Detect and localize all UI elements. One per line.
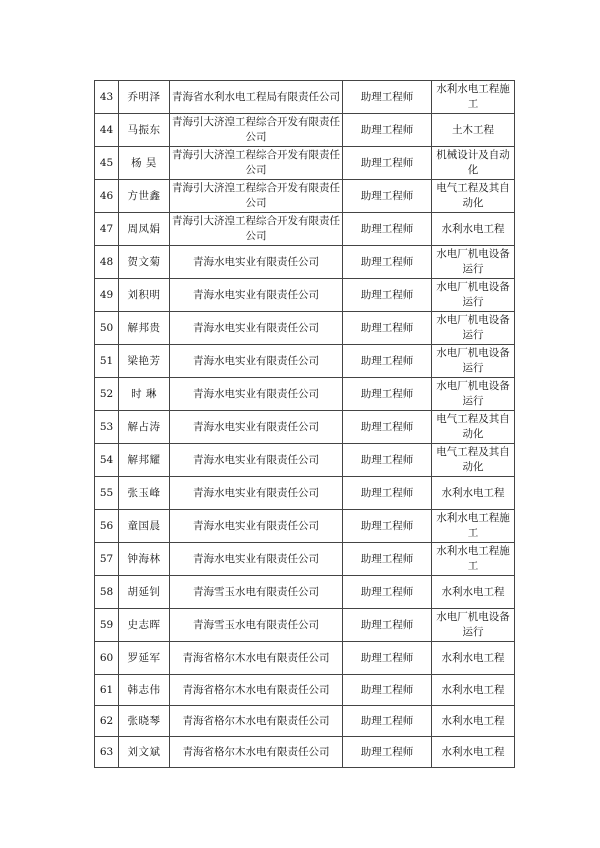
organization-cell: 青海水电实业有限责任公司 [170,543,343,576]
row-number-cell: 56 [95,510,119,543]
table-row [95,737,515,768]
table-row [95,642,515,675]
person-name-cell: 杨 昊 [119,147,170,180]
row-number-cell: 63 [95,737,119,768]
person-name-cell: 解邦贵 [119,312,170,345]
specialty-cell: 水电厂机电设备运行 [432,345,515,378]
specialty-cell: 水利水电工程 [432,737,515,768]
table-row [95,477,515,510]
table-row [95,312,515,345]
person-name-cell: 童国晨 [119,510,170,543]
table-row [95,543,515,576]
row-number-cell: 61 [95,675,119,706]
table-row [95,706,515,737]
specialty-cell: 水电厂机电设备运行 [432,312,515,345]
row-number-cell: 52 [95,378,119,411]
organization-cell: 青海雪玉水电有限责任公司 [170,576,343,609]
row-number-cell: 43 [95,81,119,114]
table-row [95,378,515,411]
row-number-cell: 48 [95,246,119,279]
specialty-cell: 水利水电工程 [432,706,515,737]
job-title-cell: 助理工程师 [343,81,432,114]
job-title-cell: 助理工程师 [343,706,432,737]
person-name-cell: 张晓琴 [119,706,170,737]
row-number-cell: 49 [95,279,119,312]
person-name-cell: 贺文菊 [119,246,170,279]
person-name-cell: 周凤娟 [119,213,170,246]
person-name-cell: 乔明泽 [119,81,170,114]
person-name-cell: 解邦耀 [119,444,170,477]
row-number-cell: 51 [95,345,119,378]
specialty-cell: 水利水电工程 [432,576,515,609]
organization-cell: 青海水电实业有限责任公司 [170,246,343,279]
person-name-cell: 张玉峰 [119,477,170,510]
job-title-cell: 助理工程师 [343,180,432,213]
row-number-cell: 55 [95,477,119,510]
row-number-cell: 50 [95,312,119,345]
job-title-cell: 助理工程师 [343,576,432,609]
organization-cell: 青海水电实业有限责任公司 [170,444,343,477]
job-title-cell: 助理工程师 [343,246,432,279]
specialty-cell: 水利水电工程 [432,477,515,510]
table-body [95,81,515,768]
specialty-cell: 水电厂机电设备运行 [432,279,515,312]
table-row [95,213,515,246]
organization-cell: 青海省格尔木水电有限责任公司 [170,675,343,706]
table-row [95,81,515,114]
table-row [95,444,515,477]
person-name-cell: 方世鑫 [119,180,170,213]
row-number-cell: 45 [95,147,119,180]
job-title-cell: 助理工程师 [343,411,432,444]
specialty-cell: 土木工程 [432,114,515,147]
job-title-cell: 助理工程师 [343,609,432,642]
person-name-cell: 胡延钊 [119,576,170,609]
specialty-cell: 水利水电工程施工 [432,510,515,543]
specialty-cell: 机械设计及自动化 [432,147,515,180]
row-number-cell: 47 [95,213,119,246]
job-title-cell: 助理工程师 [343,114,432,147]
organization-cell: 青海引大济湟工程综合开发有限责任公司 [170,114,343,147]
organization-cell: 青海水电实业有限责任公司 [170,411,343,444]
job-title-cell: 助理工程师 [343,543,432,576]
organization-cell: 青海水电实业有限责任公司 [170,510,343,543]
job-title-cell: 助理工程师 [343,510,432,543]
organization-cell: 青海省格尔木水电有限责任公司 [170,737,343,768]
row-number-cell: 46 [95,180,119,213]
person-name-cell: 解占涛 [119,411,170,444]
table-row [95,147,515,180]
job-title-cell: 助理工程师 [343,477,432,510]
job-title-cell: 助理工程师 [343,444,432,477]
person-name-cell: 梁艳芳 [119,345,170,378]
specialty-cell: 电气工程及其自动化 [432,180,515,213]
table-row [95,576,515,609]
person-name-cell: 马振东 [119,114,170,147]
person-name-cell: 史志晖 [119,609,170,642]
organization-cell: 青海引大济湟工程综合开发有限责任公司 [170,213,343,246]
row-number-cell: 44 [95,114,119,147]
specialty-cell: 水电厂机电设备运行 [432,378,515,411]
row-number-cell: 59 [95,609,119,642]
table-row [95,279,515,312]
job-title-cell: 助理工程师 [343,345,432,378]
job-title-cell: 助理工程师 [343,213,432,246]
organization-cell: 青海省格尔木水电有限责任公司 [170,642,343,675]
row-number-cell: 62 [95,706,119,737]
specialty-cell: 水利水电工程施工 [432,543,515,576]
organization-cell: 青海水电实业有限责任公司 [170,378,343,411]
table-row [95,114,515,147]
specialty-cell: 水利水电工程施工 [432,81,515,114]
specialty-cell: 水电厂机电设备运行 [432,246,515,279]
person-name-cell: 韩志伟 [119,675,170,706]
person-name-cell: 刘文斌 [119,737,170,768]
row-number-cell: 58 [95,576,119,609]
organization-cell: 青海省格尔木水电有限责任公司 [170,706,343,737]
table-row [95,345,515,378]
specialty-cell: 电气工程及其自动化 [432,444,515,477]
organization-cell: 青海雪玉水电有限责任公司 [170,609,343,642]
job-title-cell: 助理工程师 [343,737,432,768]
job-title-cell: 助理工程师 [343,147,432,180]
table-row [95,609,515,642]
personnel-table [94,80,515,768]
job-title-cell: 助理工程师 [343,378,432,411]
specialty-cell: 水利水电工程 [432,675,515,706]
table-row [95,510,515,543]
organization-cell: 青海省水利水电工程局有限责任公司 [170,81,343,114]
specialty-cell: 水利水电工程 [432,213,515,246]
organization-cell: 青海引大济湟工程综合开发有限责任公司 [170,147,343,180]
row-number-cell: 53 [95,411,119,444]
specialty-cell: 电气工程及其自动化 [432,411,515,444]
table-row [95,411,515,444]
job-title-cell: 助理工程师 [343,279,432,312]
job-title-cell: 助理工程师 [343,642,432,675]
table-row [95,180,515,213]
specialty-cell: 水利水电工程 [432,642,515,675]
job-title-cell: 助理工程师 [343,312,432,345]
person-name-cell: 时 琳 [119,378,170,411]
organization-cell: 青海引大济湟工程综合开发有限责任公司 [170,180,343,213]
organization-cell: 青海水电实业有限责任公司 [170,477,343,510]
organization-cell: 青海水电实业有限责任公司 [170,345,343,378]
person-name-cell: 刘积明 [119,279,170,312]
person-name-cell: 罗延军 [119,642,170,675]
person-name-cell: 钟海林 [119,543,170,576]
row-number-cell: 54 [95,444,119,477]
organization-cell: 青海水电实业有限责任公司 [170,279,343,312]
table-row [95,246,515,279]
job-title-cell: 助理工程师 [343,675,432,706]
table-row [95,675,515,706]
row-number-cell: 60 [95,642,119,675]
row-number-cell: 57 [95,543,119,576]
specialty-cell: 水电厂机电设备运行 [432,609,515,642]
organization-cell: 青海水电实业有限责任公司 [170,312,343,345]
